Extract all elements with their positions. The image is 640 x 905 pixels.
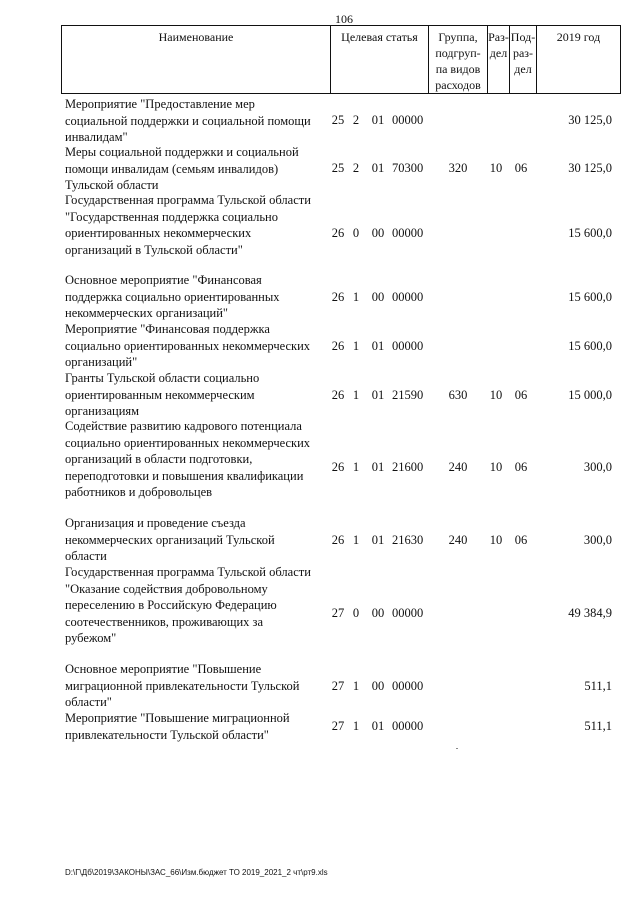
amount: 511,1	[584, 679, 612, 693]
group-code: 630	[448, 388, 468, 402]
code-4: 70300	[392, 161, 424, 175]
row-name: Гранты Тульской области социально ориентированным некоммерческим организациям	[65, 371, 260, 418]
amount: 15 600,0	[568, 339, 612, 353]
code-3: 01	[371, 460, 385, 474]
code-4: 00000	[392, 679, 424, 693]
code-3: 01	[371, 161, 385, 175]
code-3: 00	[371, 679, 385, 693]
code-1: 27	[331, 679, 345, 693]
code-1: 26	[331, 388, 345, 402]
table-row	[0, 661, 640, 711]
amount: 15 600,0	[568, 226, 612, 240]
code-1: 25	[331, 161, 345, 175]
code-2: 1	[352, 460, 360, 474]
table-row	[0, 96, 640, 146]
table-row	[0, 321, 640, 371]
code-2: 2	[352, 113, 360, 127]
section-code: 10	[489, 460, 503, 474]
subsection-code: 06	[514, 533, 528, 547]
group-code: 240	[448, 460, 468, 474]
row-name: Основное мероприятие "Финансовая поддержка социально ориентированных некоммерческих организаций"	[65, 273, 280, 320]
code-1: 27	[331, 606, 345, 620]
code-2: 2	[352, 161, 360, 175]
code-2: 1	[352, 679, 360, 693]
code-2: 1	[352, 533, 360, 547]
table-row	[0, 564, 640, 648]
code-1: 26	[331, 339, 345, 353]
amount: 511,1	[584, 719, 612, 733]
code-2: 1	[352, 388, 360, 402]
amount: 15 000,0	[568, 388, 612, 402]
code-2: 0	[352, 226, 360, 240]
subsection-code: 06	[514, 388, 528, 402]
row-name: Мероприятие "Предоставление мер социальной поддержки и социальной помощи инвалидам"	[65, 97, 311, 144]
table-row	[0, 515, 640, 565]
code-4: 21630	[392, 533, 424, 547]
group-code: 240	[448, 533, 468, 547]
code-2: 1	[352, 719, 360, 733]
amount: 300,0	[583, 460, 612, 474]
header-group: Группа, подгруп- па видов расходов	[428, 26, 487, 93]
amount: 30 125,0	[568, 161, 612, 175]
section-code: 10	[489, 533, 503, 547]
table-header	[61, 25, 621, 94]
table-row	[0, 418, 640, 502]
file-path-footer: D:\Г\Дб\2019\ЗАКОНЫ\ЗАС_66\Изм.бюджет ТО 2019_2021_2 чт\рт9.xls	[65, 868, 328, 877]
subsection-code: 06	[514, 161, 528, 175]
table-row	[0, 192, 640, 258]
code-1: 27	[331, 719, 345, 733]
code-1: 26	[331, 533, 345, 547]
code-3: 01	[371, 113, 385, 127]
row-name: Основное мероприятие "Повышение миграционной привлекательности Тульской области"	[65, 662, 300, 709]
row-name: Мероприятие "Повышение миграционной привлекательности Тульской области"	[65, 711, 290, 742]
subsection-code: 06	[514, 460, 528, 474]
code-4: 00000	[392, 113, 424, 127]
code-3: 00	[371, 226, 385, 240]
code-4: 00000	[392, 719, 424, 733]
row-name: Мероприятие "Финансовая поддержка социально ориентированных некоммерческих организаций"	[65, 322, 311, 369]
code-4: 00000	[392, 339, 424, 353]
code-4: 00000	[392, 290, 424, 304]
code-1: 26	[331, 290, 345, 304]
row-name: Организация и проведение съезда некоммерческих организаций Тульской области	[65, 516, 275, 563]
group-code: 320	[448, 161, 468, 175]
table-row	[0, 144, 640, 194]
table-row	[0, 370, 640, 420]
section-code: 10	[489, 161, 503, 175]
code-3: 01	[371, 533, 385, 547]
amount: 30 125,0	[568, 113, 612, 127]
code-2: 0	[352, 606, 360, 620]
row-name: Государственная программа Тульской области "Оказание содействия добровольному переселению в Российскую Федерацию соотечественников, проживающих за рубежом"	[65, 565, 311, 645]
page-number: 106	[335, 12, 353, 26]
code-3: 00	[371, 606, 385, 620]
scan-speck	[456, 748, 458, 749]
header-target: Целевая статья	[330, 26, 428, 93]
code-3: 01	[371, 719, 385, 733]
row-name: Государственная программа Тульской области "Государственная поддержка социально ориентированных некоммерческих организаций в Тульской области"	[65, 193, 311, 257]
row-name: Содействие развитию кадрового потенциала социально ориентированных некоммерческих организаций в области подготовки, переподготовки и повышения квалификации работников и добровольцев	[65, 419, 311, 499]
code-4: 21590	[392, 388, 424, 402]
code-2: 1	[352, 290, 360, 304]
table-row	[0, 272, 640, 322]
code-2: 1	[352, 339, 360, 353]
row-name: Меры социальной поддержки и социальной помощи инвалидам (семьям инвалидов) Тульской области	[65, 145, 299, 192]
amount: 15 600,0	[568, 290, 612, 304]
header-subsection: Под- раз- дел	[509, 26, 536, 93]
section-code: 10	[489, 388, 503, 402]
code-3: 01	[371, 388, 385, 402]
amount: 300,0	[583, 533, 612, 547]
code-4: 00000	[392, 226, 424, 240]
amount: 49 384,9	[568, 606, 612, 620]
code-1: 26	[331, 226, 345, 240]
code-4: 00000	[392, 606, 424, 620]
code-1: 26	[331, 460, 345, 474]
header-year: 2019 год	[536, 26, 620, 93]
code-4: 21600	[392, 460, 424, 474]
table-row	[0, 710, 640, 744]
code-3: 01	[371, 339, 385, 353]
code-3: 00	[371, 290, 385, 304]
header-section: Раз- дел	[487, 26, 509, 93]
header-name: Наименование	[158, 30, 234, 44]
code-1: 25	[331, 113, 345, 127]
